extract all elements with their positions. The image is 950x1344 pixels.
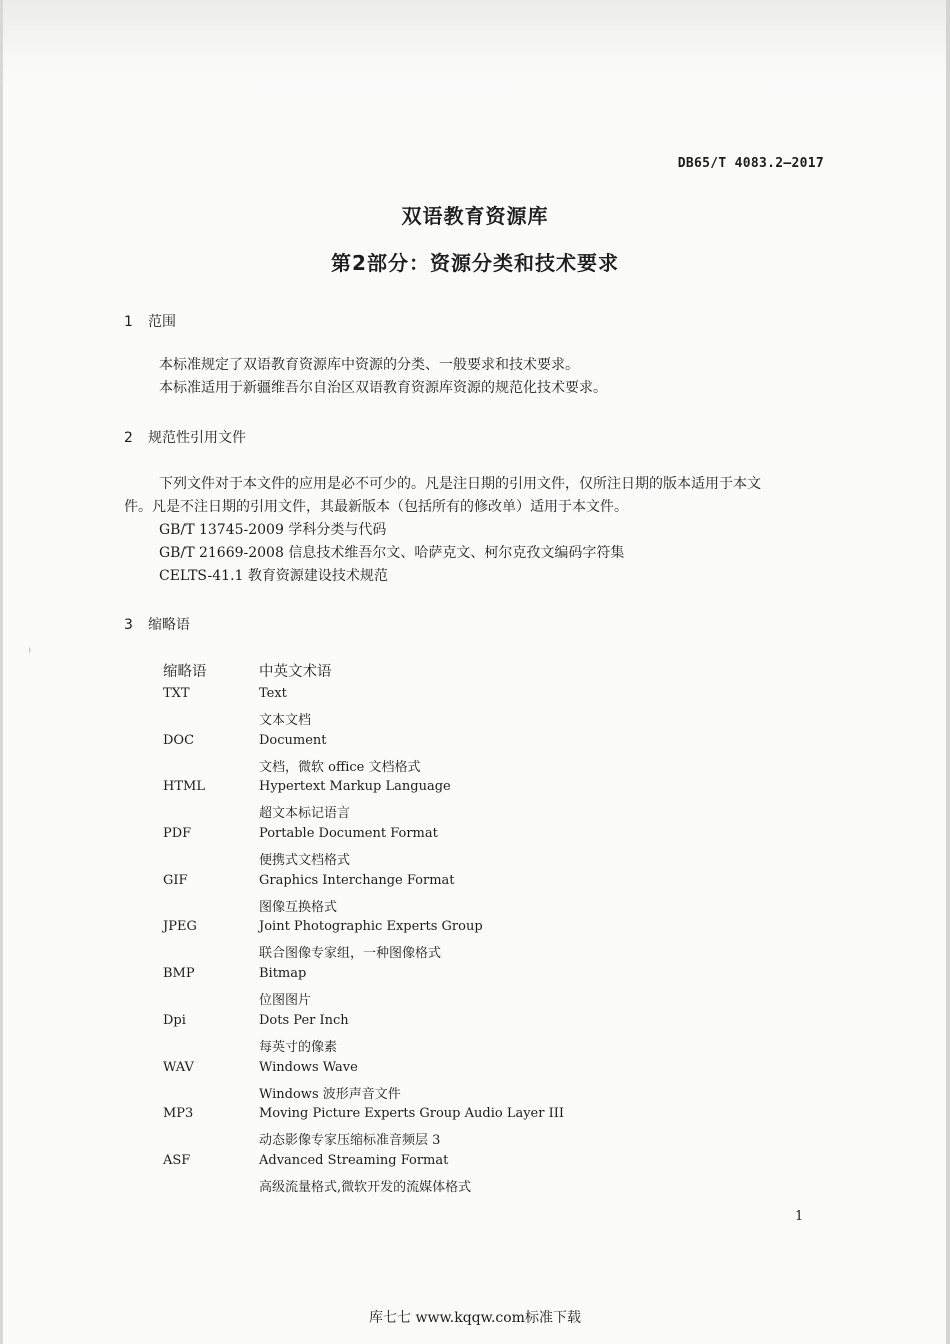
scope-paragraph [159,354,607,400]
table-row [163,1060,683,1107]
abbr-chinese: 文本文档 [259,713,312,728]
scope-line: 本标准适用于新疆维吾尔自治区双语教育资源库资源的规范化技术要求。 [159,380,607,396]
table-row [163,873,683,920]
reference-item: GB/T 21669-2008 信息技术维吾尔文、哈萨克文、柯尔克孜文编码字符集 [159,545,625,561]
abbr-chinese: 文档，微软 office 文档格式 [259,759,421,775]
references-list [159,519,624,588]
abbr-code: WAV [163,1059,194,1075]
table-row [163,1013,683,1060]
abbr-english: Moving Picture Experts Group Audio Layer III [259,1106,564,1122]
abbr-code: Dpi [163,1012,186,1028]
references-intro-line: 件。凡是不注日期的引用文件，其最新版本（包括所有的修改单）适用于本文件。 [124,499,628,515]
references-intro-line: 下列文件对于本文件的应用是必不可少的。凡是注日期的引用文件，仅所注日期的版本适用于本文 [159,476,761,492]
table-row [163,826,683,873]
abbr-code: HTML [163,779,205,795]
abbr-chinese: 高级流量格式,微软开发的流媒体格式 [259,1179,472,1195]
abbr-chinese: 便携式文档格式 [259,853,351,869]
reference-item: GB/T 13745-2009 学科分类与代码 [159,522,387,538]
abbr-english: Text [259,686,287,701]
abbr-code: BMP [163,966,195,982]
abbr-english: Document [259,732,327,748]
abbr-code: PDF [163,826,192,842]
table-row [163,779,683,826]
abbr-chinese: 位图图片 [259,993,312,1009]
scope-line: 本标准规定了双语教育资源库中资源的分类、一般要求和技术要求。 [159,357,579,373]
section-title: 规范性引用文件 [148,430,246,446]
table-row [163,919,683,966]
abbr-chinese: Windows 波形声音文件 [259,1086,401,1102]
section-number: 1 [124,314,133,330]
abbr-chinese: 图像互换格式 [259,899,338,915]
abbr-chinese: 每英寸的像素 [259,1039,338,1055]
document-title: 双语教育资源库 [401,204,549,228]
section-number: 3 [124,617,133,633]
abbreviation-table [163,686,683,1200]
table-row [163,1153,683,1200]
references-intro [124,473,828,519]
abbr-chinese: 联合图像专家组，一种图像格式 [259,946,442,962]
document-subtitle: 第2部分：资源分类和技术要求 [331,251,619,275]
table-row [163,1106,683,1153]
table-row [163,686,683,733]
abbr-english: Windows Wave [259,1059,358,1075]
page-number: 1 [795,1209,804,1224]
abbr-code: MP3 [163,1106,194,1122]
scan-shadow [0,0,950,90]
standard-number: DB65/T 4083.2—2017 [677,156,824,171]
abbr-english: Advanced Streaming Format [259,1152,449,1168]
abbr-english: Graphics Interchange Format [259,872,455,888]
abbr-chinese: 超文本标记语言 [259,806,351,822]
abbr-code: ASF [163,1152,191,1168]
section-heading-abbreviations [124,614,190,634]
abbr-english: Joint Photographic Experts Group [259,919,483,935]
abbr-code: GIF [163,872,188,888]
section-heading-references [124,427,246,447]
abbr-code: TXT [163,686,190,701]
table-row [163,966,683,1013]
abbr-english: Hypertext Markup Language [259,779,451,795]
abbr-chinese: 动态影像专家压缩标准音频层 3 [259,1133,441,1149]
term-col-header: 中英文术语 [259,664,332,680]
scan-speck: ⁾ [28,645,31,659]
abbreviation-table-header [163,660,332,681]
section-heading-scope [124,311,176,331]
abbr-english: Portable Document Format [259,826,438,842]
footer-watermark: 库七七 www.kqqw.com标准下载 [369,1310,581,1326]
section-number: 2 [124,430,133,446]
abbr-english: Bitmap [259,966,307,982]
section-title: 缩略语 [148,617,190,633]
abbr-code: JPEG [163,919,197,935]
section-title: 范围 [148,314,176,330]
abbr-english: Dots Per Inch [259,1012,349,1028]
abbr-code: DOC [163,732,195,748]
abbr-col-header: 缩略语 [163,664,207,680]
reference-item: CELTS-41.1 教育资源建设技术规范 [159,568,388,584]
table-row [163,733,683,780]
